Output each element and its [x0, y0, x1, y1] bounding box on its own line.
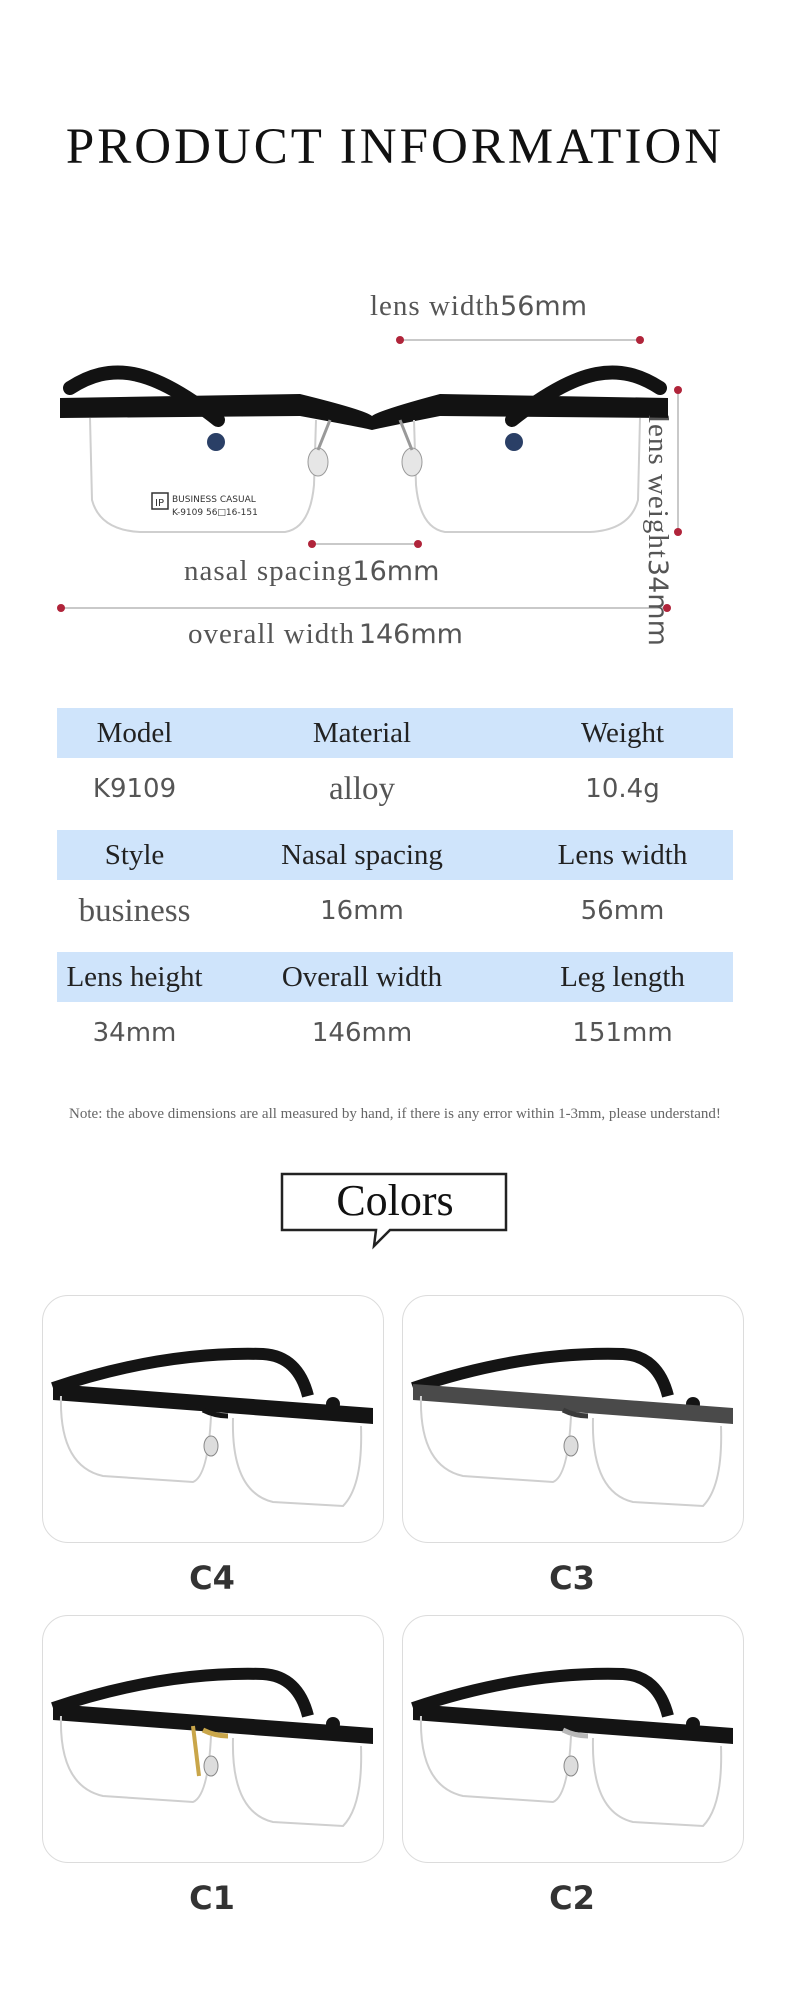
spec-header: Material [312, 716, 412, 749]
marker-dot [57, 604, 65, 612]
spec-value: business [78, 892, 191, 929]
nasal-spacing-label: nasal spacing16mm [184, 555, 440, 587]
spec-header: Lens height [66, 960, 203, 993]
glasses-image [403, 1616, 743, 1862]
variant-card[interactable] [42, 1615, 384, 1917]
colors-heading: Colors [336, 1176, 454, 1225]
variant-code: C2 [549, 1879, 595, 1917]
measurement-note: Note: the above dimensions are all measured by hand, if there is any error within 1-3mm, please understand! [69, 1106, 721, 1122]
glasses-image [43, 1616, 383, 1862]
variant-code: C1 [189, 1879, 235, 1917]
marker-dot [414, 540, 422, 548]
imprint-line-1: BUSINESS CASUAL [172, 495, 256, 505]
spec-header: Weight [580, 716, 665, 749]
marker-dot [674, 386, 682, 394]
variant-code: C4 [189, 1559, 235, 1597]
variant-card[interactable] [402, 1615, 744, 1917]
marker-dot [308, 540, 316, 548]
spec-value: 16mm [320, 896, 404, 926]
spec-value-row [57, 886, 733, 936]
spec-header: Leg length [560, 960, 685, 993]
glasses-image [403, 1296, 743, 1542]
marker-dot [636, 336, 644, 344]
variant-card[interactable] [402, 1295, 744, 1597]
spec-value-row [57, 1008, 733, 1058]
variant-code: C3 [549, 1559, 595, 1597]
spec-value-row [57, 764, 733, 814]
marker-dot [396, 336, 404, 344]
spec-header: Overall width [281, 960, 443, 993]
variant-image-frame [402, 1295, 744, 1543]
variant-image-frame [42, 1295, 384, 1543]
spec-value: 151mm [572, 1018, 673, 1048]
spec-header-row [57, 708, 733, 758]
spec-header: Style [104, 838, 165, 871]
overall-width-label: overall width 146mm [188, 618, 463, 650]
spec-value: 10.4g [585, 774, 660, 804]
specs-table [57, 708, 733, 1058]
marker-dot [674, 528, 682, 536]
spec-header: Model [96, 716, 173, 749]
lens-height-label: lens weight34mm [642, 415, 674, 646]
imprint-mark: IP [155, 498, 164, 509]
lens-width-label: lens width56mm [370, 290, 587, 322]
imprint-line-2: K-9109 56□16-151 [172, 508, 258, 518]
page-title: PRODUCT INFORMATION [65, 119, 725, 175]
spec-value: K9109 [92, 774, 177, 804]
glasses-image [43, 1296, 383, 1542]
spec-value: 56mm [580, 896, 665, 926]
spec-header: Lens width [557, 838, 688, 871]
spec-header-row [57, 830, 733, 880]
spec-value: 34mm [92, 1018, 177, 1048]
spec-header: Nasal spacing [281, 838, 443, 871]
spec-header-row [57, 952, 733, 1002]
variant-image-frame [42, 1615, 384, 1863]
variant-image-frame [402, 1615, 744, 1863]
variant-card[interactable] [42, 1295, 384, 1597]
spec-value: 146mm [311, 1018, 413, 1048]
spec-value: alloy [329, 770, 395, 807]
